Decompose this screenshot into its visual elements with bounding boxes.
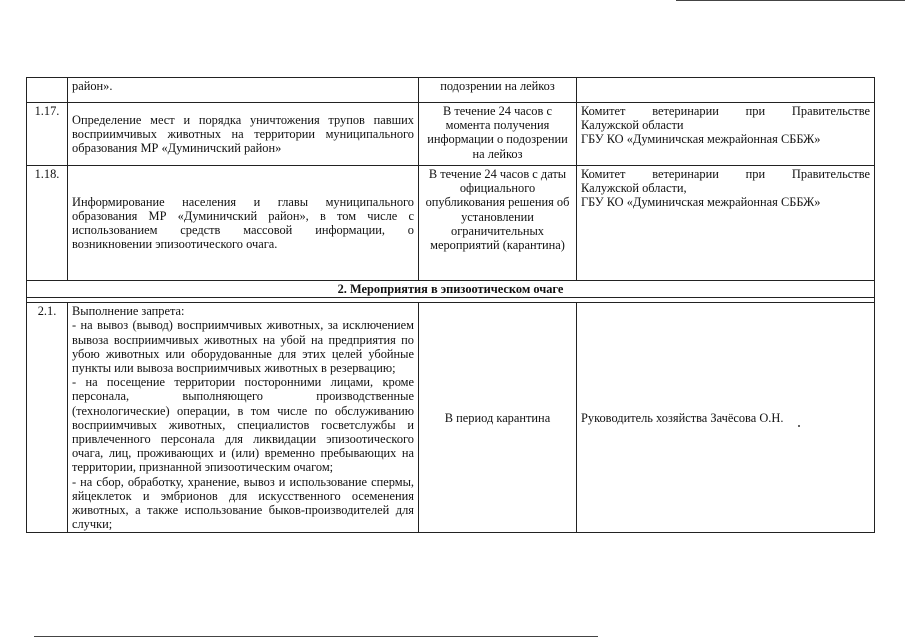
section-heading-row (27, 281, 875, 298)
header-rule (676, 0, 905, 1)
scan-speck (798, 425, 800, 427)
measure-description (68, 303, 419, 533)
table-row (27, 78, 875, 103)
responsible-line: ГБУ КО «Думиничская межрайонная СББЖ» (581, 132, 821, 147)
section-title: 2. Мероприятия в эпизоотическом очаге (27, 281, 875, 298)
measure-term: В течение 24 часов с момента получения информации о подозрении на лейкоз (419, 103, 577, 166)
row-number: 1.18. (27, 166, 68, 281)
description-paragraph: - на посещение территории посторонними лицами, кроме персонала, выполняющего производственные (технологические) операции, в том числе по обслуживанию восприимчивых животных, специалистов госветслужбы и привлеченного персонала для ликвидации эпизоотического очага, лиц, проживающих и (или) временно пребывающих на территории, признанной эпизоотическим очагом; (72, 375, 414, 475)
responsible-line: Комитет ветеринарии при Правительстве (581, 104, 870, 118)
measures-table (26, 77, 875, 533)
table-row (27, 103, 875, 166)
row-number (27, 78, 68, 103)
description-paragraph: - на вывоз (вывод) восприимчивых животных, за исключением вывоза восприимчивых животных на убой на предприятия по убою животных или оборудованные для этих целей убойные пункты или вывоза восприимчивых животных в резервацию; (72, 318, 414, 376)
table-row (27, 303, 875, 533)
measure-responsible (577, 78, 875, 103)
row-number: 2.1. (27, 303, 68, 533)
description-paragraph: - на сбор, обработку, хранение, вывоз и использование спермы, яйцеклеток и эмбрионов для искусственного осеменения животных, а также использование быков-производителей для случки; (72, 474, 414, 532)
measure-term: В период карантина (419, 303, 577, 533)
measure-term: подозрении на лейкоз (419, 78, 577, 103)
measure-responsible (577, 166, 875, 281)
measure-description: Информирование населения и главы муниципального образования МР «Думиничский район», в том числе с использованием средств массовой информации, о возникновении эпизоотического очага. (68, 166, 419, 281)
row-number: 1.17. (27, 103, 68, 166)
responsible-line: Калужской области (581, 118, 684, 133)
measure-responsible: Руководитель хозяйства Зачёсова О.Н. (577, 303, 875, 533)
responsible-line: Комитет ветеринарии при Правительстве (581, 167, 870, 181)
measure-description: Определение мест и порядка уничтожения трупов павших восприимчивых животных на территории муниципального образования МР «Думиничский район» (68, 103, 419, 166)
measure-responsible (577, 103, 875, 166)
description-paragraph: Выполнение запрета: (72, 304, 185, 319)
responsible-line: Калужской области, (581, 181, 687, 196)
table-row (27, 166, 875, 281)
footer-rule (34, 636, 598, 637)
measure-description: район». (68, 78, 419, 103)
measure-term: В течение 24 часов с даты официального опубликования решения об установлении ограничительных мероприятий (карантина) (419, 166, 577, 281)
responsible-line: ГБУ КО «Думиничская межрайонная СББЖ» (581, 195, 821, 210)
